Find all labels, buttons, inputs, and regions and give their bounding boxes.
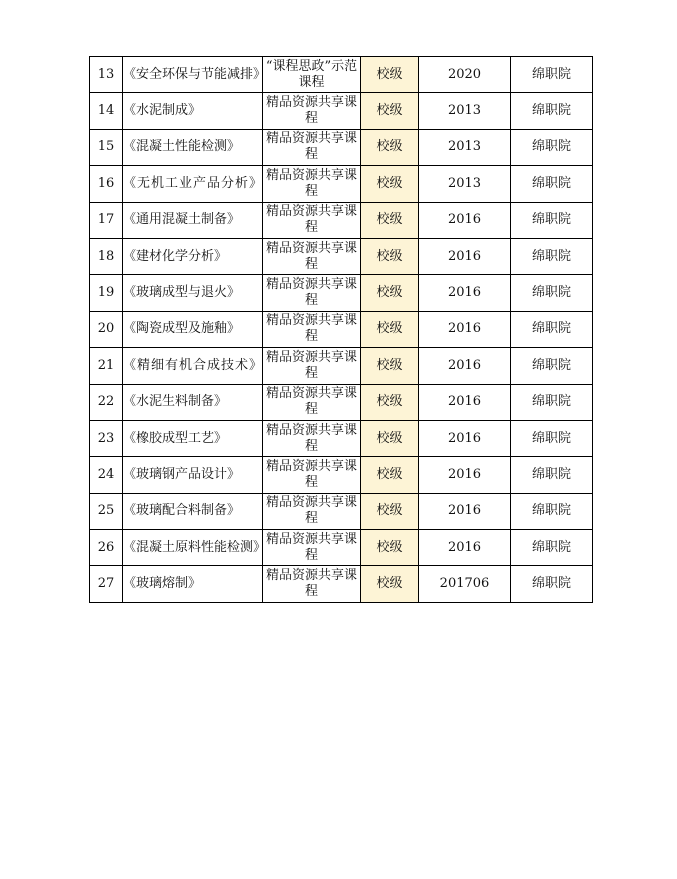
course-level: 校级 [361,566,419,602]
course-year: 2016 [419,457,511,493]
course-level: 校级 [361,93,419,129]
course-organization: 绵职院 [511,166,593,202]
row-number: 18 [90,238,123,274]
course-type: 精品资源共享课程 [263,457,361,493]
course-organization: 绵职院 [511,275,593,311]
table-row [90,311,593,347]
course-year: 2016 [419,530,511,566]
course-organization: 绵职院 [511,348,593,384]
course-organization: 绵职院 [511,420,593,456]
course-level: 校级 [361,348,419,384]
course-organization: 绵职院 [511,530,593,566]
course-organization: 绵职院 [511,238,593,274]
course-year: 2016 [419,384,511,420]
course-organization: 绵职院 [511,57,593,93]
course-level: 校级 [361,202,419,238]
course-organization: 绵职院 [511,311,593,347]
course-level: 校级 [361,384,419,420]
course-name: 《陶瓷成型及施釉》 [123,311,263,347]
course-type: 精品资源共享课程 [263,93,361,129]
row-number: 23 [90,420,123,456]
course-table-body [90,57,593,603]
course-type: 精品资源共享课程 [263,348,361,384]
course-year: 2013 [419,129,511,165]
course-name: 《玻璃熔制》 [123,566,263,602]
row-number: 26 [90,530,123,566]
course-type: 精品资源共享课程 [263,129,361,165]
course-organization: 绵职院 [511,566,593,602]
course-type: 精品资源共享课程 [263,166,361,202]
table-row [90,129,593,165]
row-number: 24 [90,457,123,493]
course-level: 校级 [361,275,419,311]
course-name: 《玻璃成型与退火》 [123,275,263,311]
course-level: 校级 [361,457,419,493]
row-number: 25 [90,493,123,529]
row-number: 21 [90,348,123,384]
course-year: 2013 [419,166,511,202]
table-row [90,420,593,456]
course-organization: 绵职院 [511,384,593,420]
course-year: 2016 [419,275,511,311]
course-name: 《水泥生料制备》 [123,384,263,420]
course-name: 《玻璃配合料制备》 [123,493,263,529]
course-name: 《玻璃钢产品设计》 [123,457,263,493]
course-type: “课程思政”示范课程 [263,57,361,93]
course-organization: 绵职院 [511,93,593,129]
course-type: 精品资源共享课程 [263,420,361,456]
course-level: 校级 [361,493,419,529]
row-number: 22 [90,384,123,420]
course-year: 201706 [419,566,511,602]
course-name: 《无机工业产品分析》 [123,166,263,202]
table-row [90,275,593,311]
course-name: 《安全环保与节能减排》 [123,57,263,93]
course-name: 《混凝土性能检测》 [123,129,263,165]
course-type: 精品资源共享课程 [263,275,361,311]
course-name: 《通用混凝土制备》 [123,202,263,238]
row-number: 13 [90,57,123,93]
table-row [90,348,593,384]
course-year: 2016 [419,238,511,274]
table-row [90,166,593,202]
course-level: 校级 [361,129,419,165]
course-level: 校级 [361,166,419,202]
course-name: 《混凝土原料性能检测》 [123,530,263,566]
course-type: 精品资源共享课程 [263,530,361,566]
row-number: 16 [90,166,123,202]
course-name: 《水泥制成》 [123,93,263,129]
course-year: 2013 [419,93,511,129]
table-row [90,238,593,274]
row-number: 27 [90,566,123,602]
course-level: 校级 [361,530,419,566]
course-name: 《橡胶成型工艺》 [123,420,263,456]
course-type: 精品资源共享课程 [263,384,361,420]
course-type: 精品资源共享课程 [263,238,361,274]
course-level: 校级 [361,420,419,456]
course-name: 《建材化学分析》 [123,238,263,274]
table-row [90,384,593,420]
course-organization: 绵职院 [511,129,593,165]
table-row [90,530,593,566]
row-number: 20 [90,311,123,347]
course-year: 2020 [419,57,511,93]
course-type: 精品资源共享课程 [263,493,361,529]
course-year: 2016 [419,348,511,384]
row-number: 17 [90,202,123,238]
course-type: 精品资源共享课程 [263,311,361,347]
course-level: 校级 [361,311,419,347]
table-row [90,493,593,529]
course-organization: 绵职院 [511,202,593,238]
course-level: 校级 [361,238,419,274]
table-row [90,202,593,238]
course-name: 《精细有机合成技术》 [123,348,263,384]
course-level: 校级 [361,57,419,93]
row-number: 15 [90,129,123,165]
course-year: 2016 [419,311,511,347]
table-row [90,457,593,493]
row-number: 19 [90,275,123,311]
table-row [90,93,593,129]
course-type: 精品资源共享课程 [263,566,361,602]
course-organization: 绵职院 [511,457,593,493]
table-row [90,566,593,602]
course-type: 精品资源共享课程 [263,202,361,238]
row-number: 14 [90,93,123,129]
table-row [90,57,593,93]
course-year: 2016 [419,202,511,238]
course-year: 2016 [419,493,511,529]
course-year: 2016 [419,420,511,456]
course-table [89,56,593,603]
course-organization: 绵职院 [511,493,593,529]
